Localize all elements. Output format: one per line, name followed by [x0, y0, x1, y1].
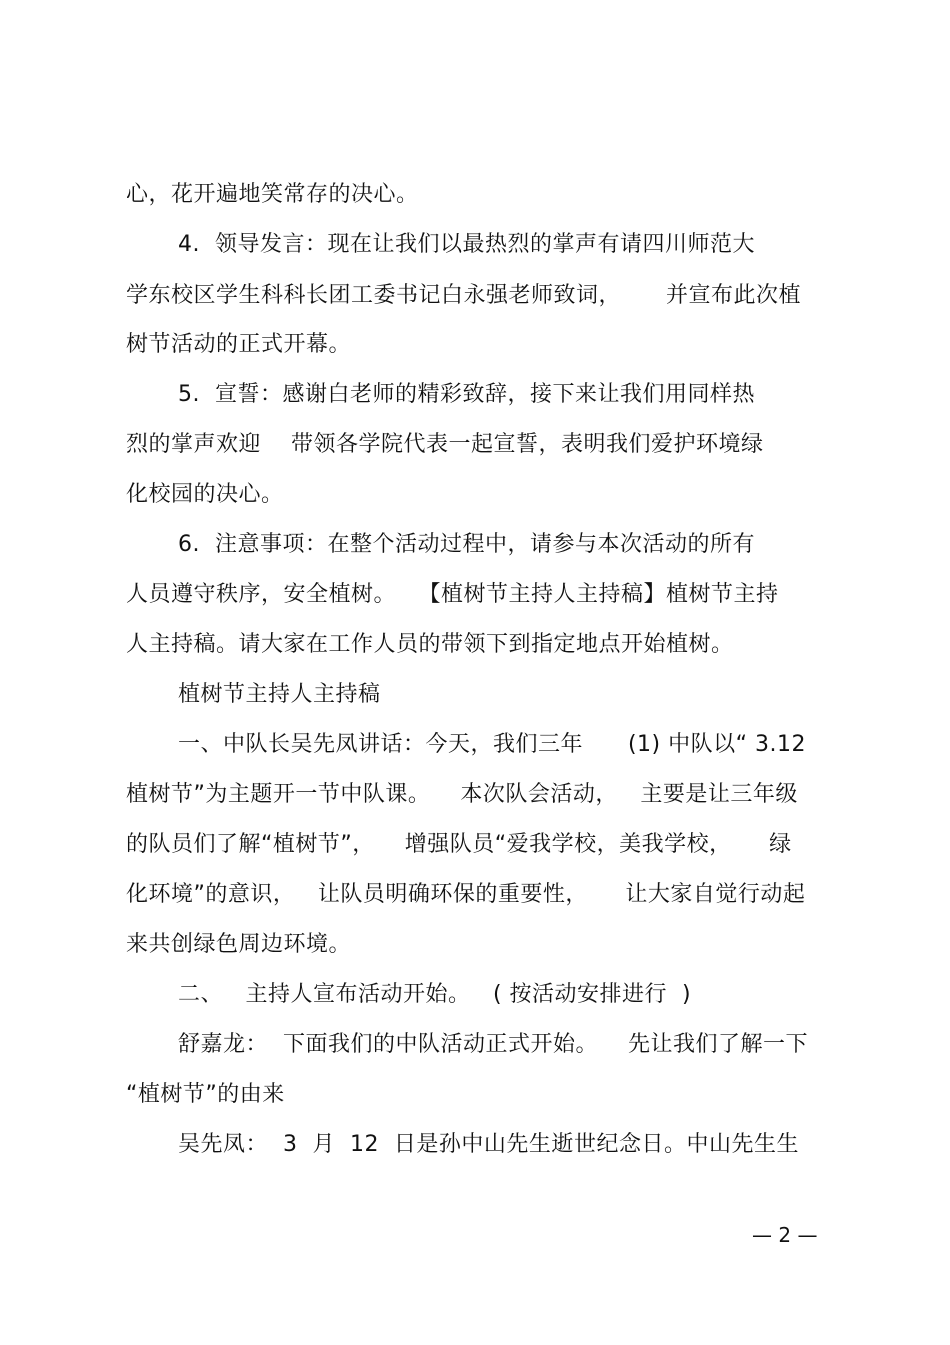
- text-line-9: 人员遵守秩序，安全植树。 【植树节主持人主持稿】植树节主持: [126, 582, 779, 607]
- text-line-16: 来共创绿色周边环境。: [126, 932, 352, 957]
- text-line-6: 烈的掌声欢迎 带领各学院代表一起宣誓，表明我们爱护环境绿: [126, 432, 764, 457]
- text-line-4: 树节活动的正式开幕。: [126, 332, 352, 357]
- text-line-3: 学东校区学生科科长团工委书记白永强老师致词， 并宣布此次植: [126, 283, 801, 308]
- text-line-19: “植树节”的由来: [126, 1082, 285, 1107]
- text-line-13: 植树节”为主题开一节中队课。 本次队会活动， 主要是让三年级: [126, 782, 798, 807]
- text-line-2: 4. 领导发言：现在让我们以最热烈的掌声有请四川师范大: [178, 232, 755, 257]
- text-line-17: 二、 主持人宣布活动开始。 ( 按活动安排进行 ): [178, 982, 692, 1007]
- text-line-7: 化校园的决心。: [126, 482, 284, 507]
- text-line-15: 化环境”的意识， 让队员明确环保的重要性， 让大家自觉行动起: [126, 882, 806, 907]
- text-line-5: 5. 宣誓：感谢白老师的精彩致辞，接下来让我们用同样热: [178, 382, 755, 407]
- text-line-11: 植树节主持人主持稿: [178, 682, 381, 707]
- text-line-8: 6. 注意事项：在整个活动过程中，请参与本次活动的所有: [178, 532, 755, 557]
- text-line-14: 的队员们了解“植树节”， 增强队员“爱我学校，美我学校， 绿: [126, 832, 792, 857]
- text-line-10: 人主持稿。请大家在工作人员的带领下到指定地点开始植树。: [126, 632, 734, 657]
- text-line-20: 吴先凤： 3 月 12 日是孙中山先生逝世纪念日。中山先生生: [178, 1132, 799, 1157]
- text-line-1: 心，花开遍地笑常存的决心。: [126, 182, 419, 207]
- page-number: — 2 —: [752, 1223, 818, 1247]
- text-line-18: 舒嘉龙： 下面我们的中队活动正式开始。 先让我们了解一下: [178, 1032, 808, 1057]
- text-line-12: 一、中队长吴先凤讲话：今天，我们三年 (1) 中队以“ 3.12: [178, 732, 806, 757]
